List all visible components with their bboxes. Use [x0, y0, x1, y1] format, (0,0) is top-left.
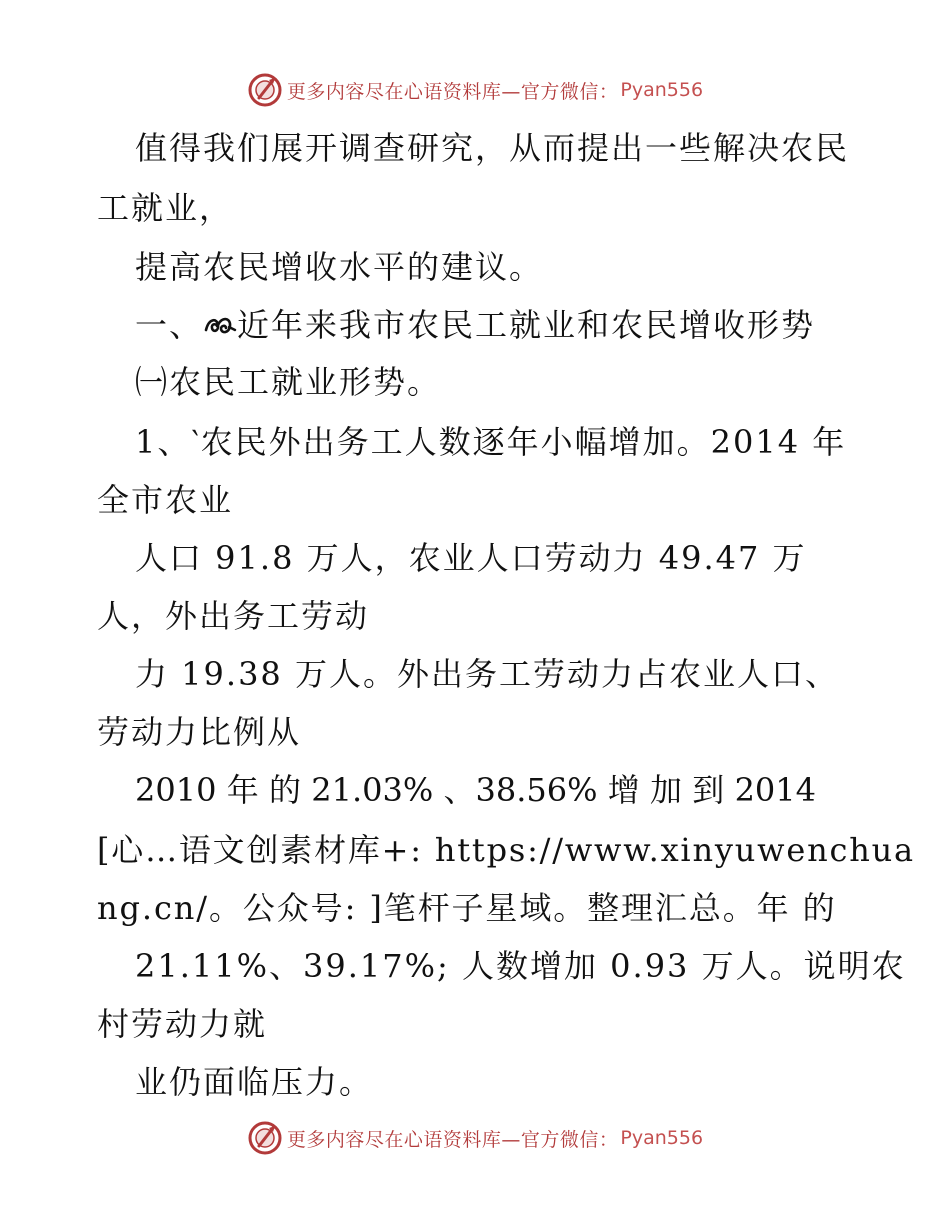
body-line: 值得我们展开调查研究，从而提出一些解决农民	[135, 129, 850, 167]
body-line: 全市农业	[97, 481, 234, 519]
wechat-id: Pyan556	[620, 1127, 704, 1149]
justified-word: 增	[607, 771, 640, 809]
body-line: 21.11%、39.17%; 人数增加 0.93 万人。说明农	[135, 947, 906, 985]
brand-logo-icon	[247, 72, 283, 108]
body-line: 劳动力比例从	[97, 713, 302, 751]
justified-word: 的	[268, 771, 301, 809]
body-line-justified	[135, 771, 816, 809]
justified-word: 、38.56%	[443, 771, 598, 809]
body-line: 村劳动力就	[97, 1005, 268, 1043]
body-line: 力 19.38 万人。外出务工劳动力占农业人口、	[135, 655, 839, 693]
justified-word: 到	[692, 771, 725, 809]
banner-text: 更多内容尽在心语资料库—官方微信：	[286, 80, 619, 103]
justified-word: 2014	[734, 771, 816, 809]
body-line: 工就业，	[97, 189, 234, 227]
justified-word: 2010	[135, 771, 217, 809]
justified-word: 年	[226, 771, 259, 809]
banner-text: 更多内容尽在心语资料库—官方微信：	[286, 1128, 619, 1151]
heading-text: 近年来我市农民工就业和农民增收形势	[237, 306, 816, 344]
brand-logo-icon	[247, 1120, 283, 1156]
body-line: ng.cn/。公众号: ]笔杆子星域。整理汇总。年 的	[97, 889, 837, 927]
justified-word: 21.03%	[311, 771, 434, 809]
body-line: [心…语文创素材库+: https://www.xinyuwenchua	[97, 831, 915, 869]
body-line: 人口 91.8 万人，农业人口劳动力 49.47 万	[135, 539, 807, 577]
footer-banner	[0, 1118, 950, 1158]
body-line: 人，外出务工劳动	[97, 597, 370, 635]
body-line: 1、‵农民外出务工人数逐年小幅增加。2014 年	[135, 423, 847, 461]
justified-word: 加	[650, 771, 683, 809]
body-line: 提高农民增收水平的建议。	[135, 248, 544, 286]
subsection-heading: ㈠农民工就业形势。	[135, 363, 442, 401]
body-line: 业仍面临压力。	[135, 1063, 374, 1101]
section-heading	[135, 306, 816, 344]
heading-number: 一、	[135, 306, 204, 344]
header-banner	[0, 70, 950, 110]
ornament-icon	[203, 310, 237, 340]
wechat-id: Pyan556	[620, 79, 704, 101]
